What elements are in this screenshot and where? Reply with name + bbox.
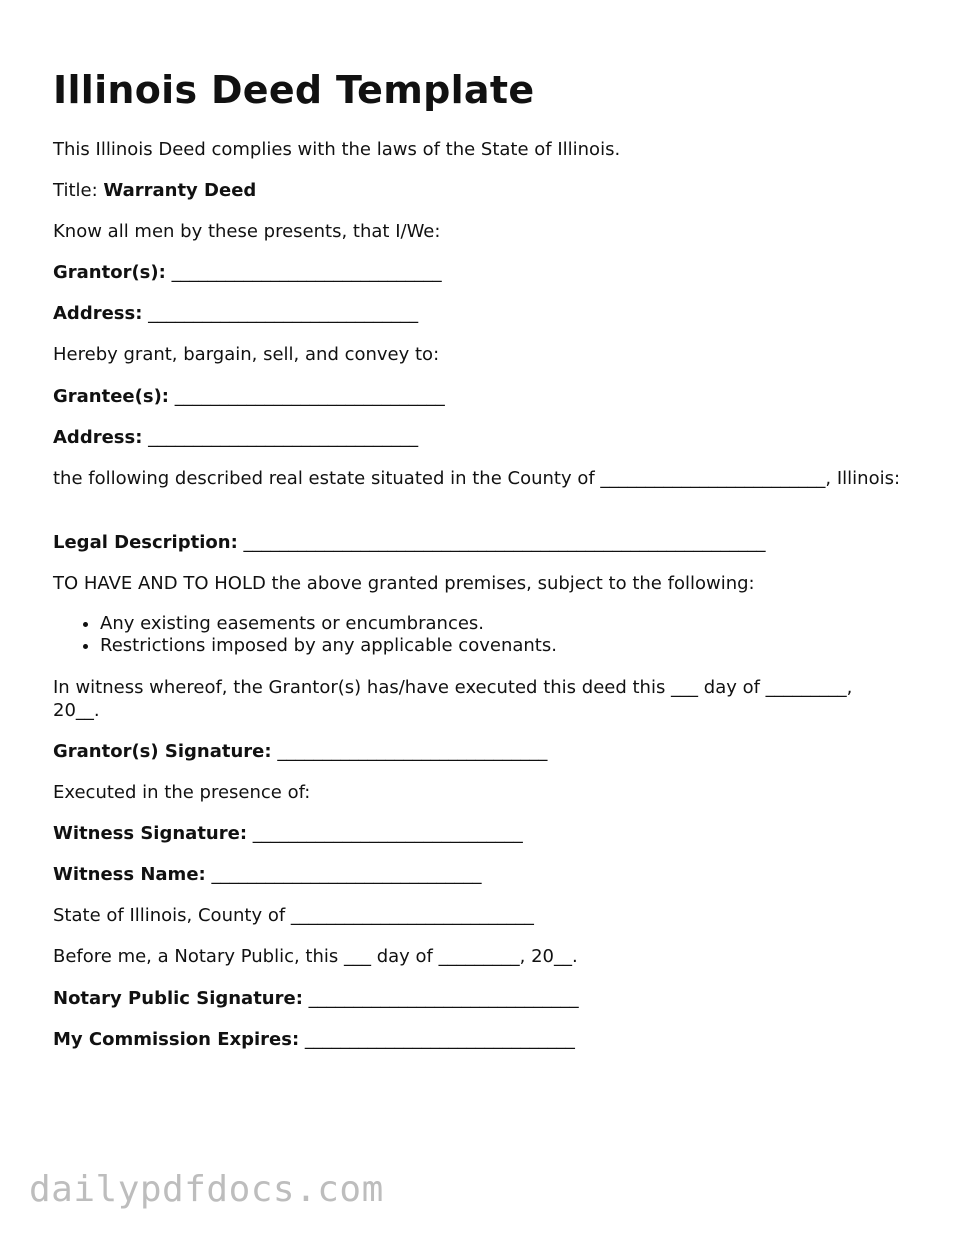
grantee-address-blank[interactable]: ______________________________	[148, 427, 419, 448]
page-title: Illinois Deed Template	[53, 68, 535, 112]
witness-name-field	[53, 863, 481, 886]
grantor-address-field	[53, 302, 418, 325]
commission-expires-label: My Commission Expires:	[53, 1029, 300, 1050]
deed-title-label: Title:	[53, 180, 98, 201]
grantor-signature-blank[interactable]: ______________________________	[277, 741, 548, 762]
compliance-statement: This Illinois Deed complies with the laws of the State of Illinois.	[53, 139, 621, 160]
list-item: • Any existing easements or encumbrances.	[100, 613, 557, 635]
notary-signature-label: Notary Public Signature:	[53, 988, 303, 1009]
grantor-address-blank[interactable]: ______________________________	[148, 303, 419, 324]
grantor-field	[53, 261, 442, 284]
conditions-list	[53, 613, 557, 657]
grantee-field	[53, 385, 445, 408]
witness-signature-field	[53, 822, 523, 845]
deed-title-line	[53, 179, 256, 202]
list-item: • Restrictions imposed by any applicable covenants.	[100, 635, 557, 657]
state-county-text: State of Illinois, County of ___________________________	[53, 905, 534, 926]
county-text: the following described real estate situated in the County of _________________________, Illinois:	[53, 468, 901, 489]
habendum-text: TO HAVE AND TO HOLD the above granted premises, subject to the following:	[53, 573, 755, 594]
conveyance-text: Hereby grant, bargain, sell, and convey to:	[53, 344, 440, 365]
grantee-blank[interactable]: ______________________________	[174, 386, 445, 407]
presence-text: Executed in the presence of:	[53, 782, 311, 803]
notary-clause: Before me, a Notary Public, this ___ day of _________, 20__.	[53, 946, 578, 967]
grantor-signature-label: Grantor(s) Signature:	[53, 741, 272, 762]
notary-signature-blank[interactable]: ______________________________	[308, 988, 579, 1009]
notary-signature-field	[53, 987, 579, 1010]
witness-name-blank[interactable]: ______________________________	[211, 864, 482, 885]
grantor-address-label: Address:	[53, 303, 143, 324]
grantor-signature-field	[53, 740, 547, 763]
legal-description-label: Legal Description:	[53, 532, 238, 553]
grantee-address-label: Address:	[53, 427, 143, 448]
grantee-label: Grantee(s):	[53, 386, 169, 407]
witness-name-label: Witness Name:	[53, 864, 206, 885]
commission-expires-blank[interactable]: ______________________________	[304, 1029, 575, 1050]
witness-signature-blank[interactable]: ______________________________	[252, 823, 523, 844]
grantor-label: Grantor(s):	[53, 262, 166, 283]
legal-description-field	[53, 531, 766, 554]
witness-signature-label: Witness Signature:	[53, 823, 248, 844]
witness-clause: In witness whereof, the Grantor(s) has/have executed this deed this ___ day of _________, 20__.	[53, 677, 853, 721]
legal-description-blank[interactable]: __________________________________________________________	[243, 532, 766, 553]
deed-title-value: Warranty Deed	[103, 180, 257, 201]
grantor-blank[interactable]: ______________________________	[171, 262, 442, 283]
grantee-address-field	[53, 426, 418, 449]
intro-text: Know all men by these presents, that I/We:	[53, 221, 441, 242]
watermark: dailypdfdocs.com	[29, 1169, 384, 1210]
commission-expires-field	[53, 1028, 575, 1051]
